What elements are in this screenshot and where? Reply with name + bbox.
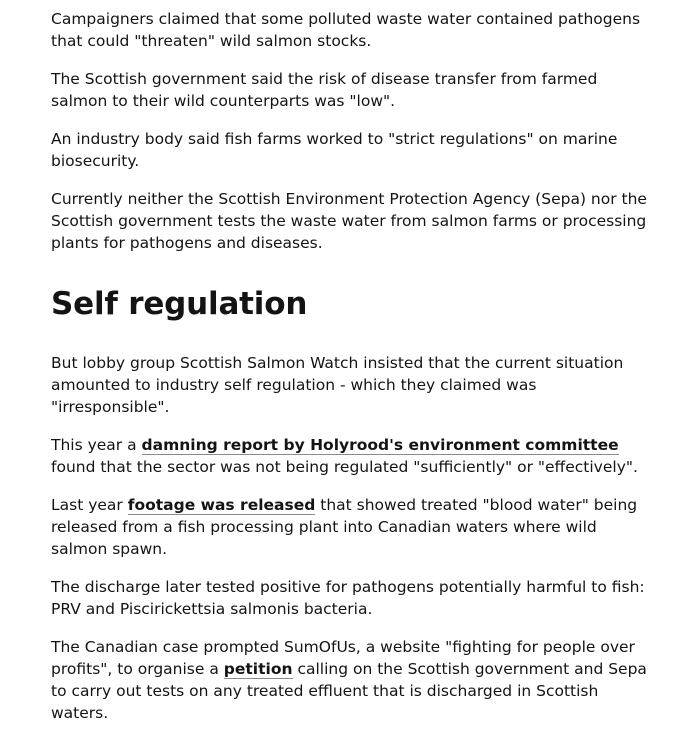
article-body — [51, 8, 651, 740]
paragraph-discharge-test: The discharge later tested positive for pathogens potentially harmful to fish: PRV and Piscirickettsia salmonis bacteria. — [51, 578, 645, 618]
text-segment: This year a — [51, 436, 142, 454]
text-segment: found that the sector was not being regulated "sufficiently" or "effectively". — [51, 458, 638, 476]
text-segment: calling on the Scottish government and Sepa to carry out tests on any treated effluent that is discharged in Scottish waters. — [51, 660, 647, 722]
paragraph-campaigners: Campaigners claimed that some polluted waste water contained pathogens that could "threaten" wild salmon stocks. — [51, 10, 641, 50]
paragraph-lobby-group: But lobby group Scottish Salmon Watch insisted that the current situation amounted to industry self regulation - which they claimed was "irresponsible". — [51, 354, 624, 416]
paragraph-petition — [51, 636, 651, 724]
footage-link[interactable]: footage was released — [127, 496, 316, 514]
petition-link[interactable]: petition — [223, 660, 293, 678]
paragraph-sepa-testing: Currently neither the Scottish Environment Protection Agency (Sepa) nor the Scottish government tests the waste water from salmon farms or processing plants for pathogens and diseases. — [51, 190, 647, 252]
paragraph-government-risk: The Scottish government said the risk of disease transfer from farmed salmon to their wild counterparts was "low". — [51, 70, 598, 110]
paragraph-industry-body: An industry body said fish farms worked to "strict regulations" on marine biosecurity. — [51, 130, 618, 170]
paragraph-committee-report — [51, 434, 651, 478]
committee-report-link[interactable]: damning report by Holyrood's environment committee — [141, 436, 619, 454]
text-segment: that showed treated "blood water" being released from a fish processing plant into Canadian waters where wild salmon spawn. — [51, 496, 638, 558]
text-segment: The Canadian case prompted SumOfUs, a website "fighting for people over profits", to organise a — [51, 638, 635, 678]
section-heading: Self regulation — [51, 286, 308, 322]
text-segment: Last year — [51, 496, 128, 514]
paragraph-footage — [51, 494, 651, 560]
